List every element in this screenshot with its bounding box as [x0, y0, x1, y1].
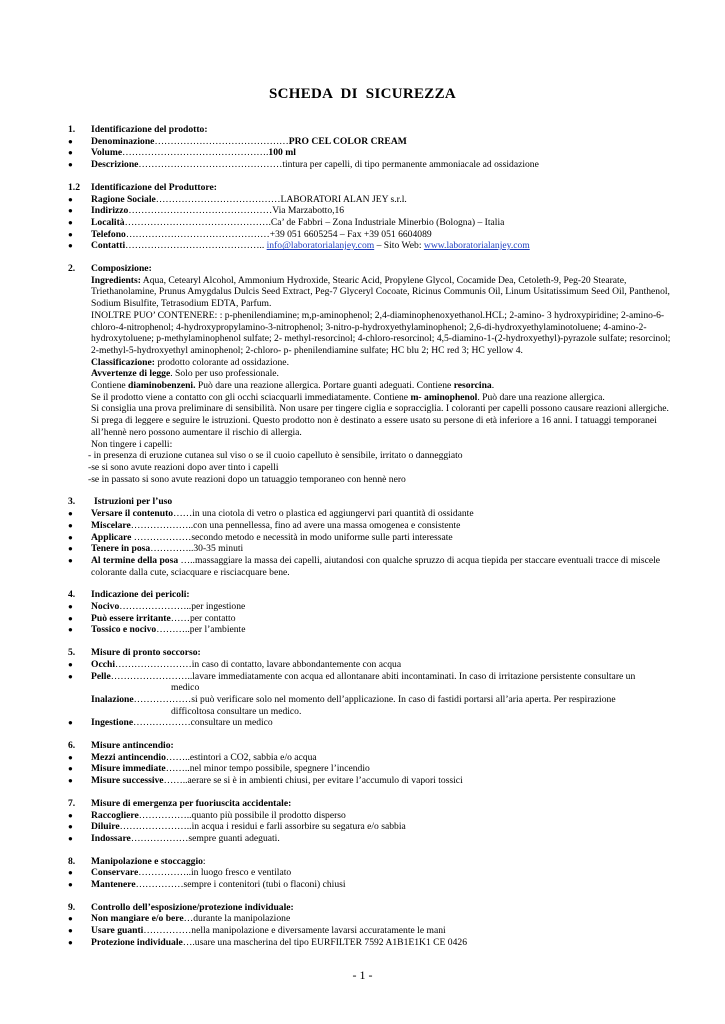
- list-item: ● Protezione individuale….usare una mascherina del tipo EURFILTER 7592 A1B1E1K1 CE 0426: [68, 936, 467, 948]
- list-item: ● Indirizzo………………………………………Via Marzabotto,16: [68, 205, 345, 217]
- section-number: 1.: [68, 124, 76, 135]
- section-number: 7.: [68, 797, 76, 809]
- bullet-icon: ●: [68, 532, 73, 542]
- section-number: 4.: [68, 589, 76, 601]
- list-item: ● Non mangiare e/o bere…durante la manipolazione: [68, 913, 291, 925]
- section-heading: Manipolazione e stoccaggio:: [91, 855, 206, 867]
- list-item: ● Diluire…………………..in acqua i residui e farli assorbire su segatura e/o sabbia: [68, 821, 406, 833]
- bullet-icon: ●: [68, 206, 73, 216]
- bullet-icon: ●: [68, 217, 73, 227]
- section-heading: Indicazione dei pericoli:: [91, 589, 190, 601]
- website-link[interactable]: www.laboratorialanjey.com: [423, 240, 530, 252]
- list-item: ● Miscelare………………..con una pennellessa, fino ad avere una massa omogenea e consistente: [68, 519, 461, 531]
- section-number: 6.: [68, 740, 76, 752]
- bullet-icon: ●: [68, 833, 73, 843]
- ingredients-paragraph: Ingredients: Aqua, Cetearyl Alcohol, Ammonium Hydroxide, Stearic Acid, Propylene Glycol, Cocamide Dea, Cetoleth-9, Peg-20 Stearate, Triethanolamine, Prunus Amygdalus Dulcis Seed Extract, Peg-7 Glyceryl Cocoate, Ricinus Communis Oil, Linum Usitatissimum Seed Oil, Panthenol, Sodium Bisulfite, Tetrasodium EDTA, Parfum.: [91, 274, 670, 310]
- section-5: [68, 647, 673, 729]
- list-item: ● Località……………………………………….Ca’ de Fabbri – Zona Industriale Minerbio (Bologna) – Italia: [68, 216, 505, 228]
- section-heading: Misure antincendio:: [91, 740, 174, 752]
- section-8: [68, 856, 673, 891]
- do-not-dye-heading: Non tingere i capelli:: [91, 438, 173, 450]
- list-item: ● Tenere in posa…………..30-35 minuti: [68, 543, 244, 555]
- bullet-icon: ●: [68, 555, 73, 565]
- section-7: [68, 798, 673, 845]
- eye-contact-warning: Se il prodotto viene a contatto con gli occhi sciacquarli immediatamente. Contiene m- aminophenol. Può dare una reazione allergica.: [91, 391, 605, 403]
- dash-item: -se in passato si sono avute reazioni dopo un tatuaggio temporaneo con hennè nero: [88, 473, 406, 485]
- page-number: - 1 -: [352, 968, 373, 982]
- list-item: ● Denominazione……………………………………PRO CEL COLOR CREAM: [68, 135, 407, 147]
- dash-item: - in presenza di eruzione cutanea sul viso o se il cuoio capelluto è sensibile, irritato o danneggiato: [88, 450, 463, 462]
- bullet-icon: ●: [68, 880, 73, 890]
- list-item: ● Può essere irritante……per contatto: [68, 612, 236, 624]
- section-number: 2.: [68, 263, 76, 275]
- email-link[interactable]: info@laboratorialanjey.com: [266, 240, 375, 252]
- sensitivity-paragraph: Si consiglia una prova preliminare di sensibilità. Non usare per tingere ciglia e sopracciglia. I coloranti per capelli possono causare reazioni allergiche. Si prega di leggere e seguire le istruzioni. Questo prodotto non è destinato a essere usato su persone di età inferiore a 16 anni. I tatuaggi temporanei all’hennè nero possono aumentare il rischio di allergia.: [91, 403, 669, 438]
- list-item: ● Ingestione………………consultare un medico: [68, 717, 273, 729]
- list-item: ● Versare il contenuto……in una ciotola di vetro o plastica ed aggiungervi pari quantità di ossidante: [68, 508, 474, 520]
- section-2: [68, 263, 673, 485]
- list-item: ● Usare guanti……………nella manipolazione e diversamente lavarsi accuratamente le mani: [68, 925, 446, 937]
- list-item: ● Conservare……………..in luogo fresco e ventilato: [68, 867, 292, 879]
- bullet-icon: ●: [68, 718, 73, 728]
- list-item: ● Indossare………………sempre guanti adeguati.: [68, 832, 280, 844]
- list-item: ● Pelle……………………..lavare immediatamente con acqua ed allontanare abiti incontaminati. In caso di irritazione persistente consultare un medico: [68, 670, 636, 694]
- section-heading: Istruzioni per l’uso: [94, 496, 173, 508]
- section-heading: Controllo dell’esposizione/protezione individuale:: [91, 901, 294, 913]
- bullet-icon: ●: [68, 926, 73, 936]
- section-heading: Identificazione del Produttore:: [91, 181, 217, 193]
- list-item: ● Raccogliere……………..quanto più possibile il prodotto disperso: [68, 809, 346, 821]
- list-item: ● Applicare ………………secondo metodo e necessità in modo uniforme sulle parti interessate: [68, 531, 453, 543]
- bullet-icon: ●: [68, 136, 73, 146]
- section-3: [68, 496, 673, 578]
- section-number: 8.: [68, 855, 76, 867]
- bullet-icon: ●: [68, 544, 73, 554]
- list-item: ● Al termine della posa …..massaggiare la massa dei capelli, aiutandosi con qualche spruzzo di acqua tiepida per staccare eventuali tracce di miscele colorante dalla cute, sciacquare e risciacquare bene.: [68, 554, 661, 578]
- list-item: ● Tossico e nocivo………..per l’ambiente: [68, 624, 246, 636]
- list-item: ● Nocivo…………………..per ingestione: [68, 601, 246, 613]
- section-number: 3.: [68, 496, 76, 508]
- section-heading: Identificazione del prodotto:: [91, 124, 208, 135]
- bullet-icon: ●: [68, 160, 73, 170]
- list-item: ● Mantenere……………sempre i contenitori (tubi o flaconi) chiusi: [68, 879, 346, 891]
- bullet-icon: ●: [68, 810, 73, 820]
- bullet-icon: ●: [68, 602, 73, 612]
- list-item: Inalazione………………si può verificare solo nel momento dell’applicazione. In caso di fastidi portarsi all’aria aperta. Per respirazione difficoltosa consultare un medico.: [91, 693, 616, 717]
- dash-item: -se si sono avute reazioni dopo aver tinto i capelli: [88, 461, 279, 473]
- page-title: SCHEDA DI SICUREZZA: [268, 86, 457, 102]
- document-body: [68, 124, 673, 960]
- list-item: ● Occhi……………………in caso di contatto, lavare abbondantemente con acqua: [68, 658, 402, 670]
- contains-warning: Contiene diaminobenzeni. Può dare una reazione allergica. Portare guanti adeguati. Contiene resorcina.: [91, 380, 495, 392]
- bullet-icon: ●: [68, 776, 73, 786]
- bullet-icon: ●: [68, 937, 73, 947]
- section-heading: Misure di pronto soccorso:: [91, 647, 201, 659]
- bullet-icon: ●: [68, 194, 73, 204]
- section-heading: Composizione:: [91, 263, 152, 275]
- section-number: 1.2: [68, 181, 80, 193]
- list-item: ● Ragione Sociale…………………………………LABORATORI ALAN JEY s.r.l.: [68, 193, 407, 205]
- bullet-icon: ●: [68, 229, 73, 239]
- section-heading: Misure di emergenza per fuoriuscita accidentale:: [91, 797, 292, 809]
- bullet-icon: ●: [68, 613, 73, 623]
- section-1: [68, 124, 673, 171]
- list-item: ● Contatti…………………………………….. info@laboratorialanjey.com – Sito Web: www.laboratorialanjey.com: [68, 240, 530, 252]
- section-6: [68, 740, 673, 787]
- bullet-icon: ●: [68, 914, 73, 924]
- section-number: 9.: [68, 901, 76, 913]
- bullet-icon: ●: [68, 520, 73, 530]
- list-item: ● Descrizione………………………………………tintura per capelli, di tipo permanente ammoniacale ad ossidazione: [68, 159, 539, 171]
- section-number: 5.: [68, 647, 76, 659]
- list-item: ● Misure successive……..aerare se si è in ambienti chiusi, per evitare l’accumulo di vapori tossici: [68, 775, 463, 787]
- classification: Classificazione: prodotto colorante ad ossidazione.: [91, 356, 289, 368]
- bullet-icon: ●: [68, 659, 73, 669]
- may-contain-paragraph: INOLTRE PUO’ CONTENERE: : p-phenilendiamine; m,p-aminophenol; 2,4-diaminophenoxyethanol.HCL; 2-amino- 3 hydroxypiridine; 2-amino-6-chloro-4-nitrophenol; 4-hydroxypropylamino-3-nitrophenol; 3-nitro-p-hydroxyethylaminophenol; 2,6-di-hydroxyethylaminotoluene; 4-amino-2-hydroxytoluene; p-methylaminophenol sulfate; 2- methyl-resorcinol; 4-chloro-resorcinol; 4,5-diamino-1-(2-hydroxyethyl)-pyrazole sulfate; resorcinol; 2-methyl-5-hydroxyethyl aminophenol; 2-chloro- p- phenilendiamine sulfate; HC blu 2; HC red 3; HC yellow 4.: [91, 309, 671, 356]
- list-item: ● Misure immediate……..nel minor tempo possibile, spegnere l’incendio: [68, 763, 370, 775]
- section-1-2: [68, 182, 673, 252]
- list-item: ● Mezzi antincendio……..estintori a CO2, sabbia e/o acqua: [68, 751, 317, 763]
- bullet-icon: ●: [68, 752, 73, 762]
- bullet-icon: ●: [68, 509, 73, 519]
- bullet-icon: ●: [68, 764, 73, 774]
- section-4: [68, 589, 673, 636]
- list-item: ● Telefono………………………………………+39 051 6605254 – Fax +39 051 6604089: [68, 228, 432, 240]
- legal-warnings: Avvertenze di legge. Solo per uso professionale.: [91, 368, 279, 380]
- bullet-icon: ●: [68, 625, 73, 635]
- list-item: ● Volume……………………………………….100 ml: [68, 147, 296, 159]
- bullet-icon: ●: [68, 241, 73, 251]
- bullet-icon: ●: [68, 148, 73, 158]
- section-9: [68, 902, 673, 949]
- bullet-icon: ●: [68, 868, 73, 878]
- bullet-icon: ●: [68, 822, 73, 832]
- bullet-icon: ●: [68, 671, 73, 681]
